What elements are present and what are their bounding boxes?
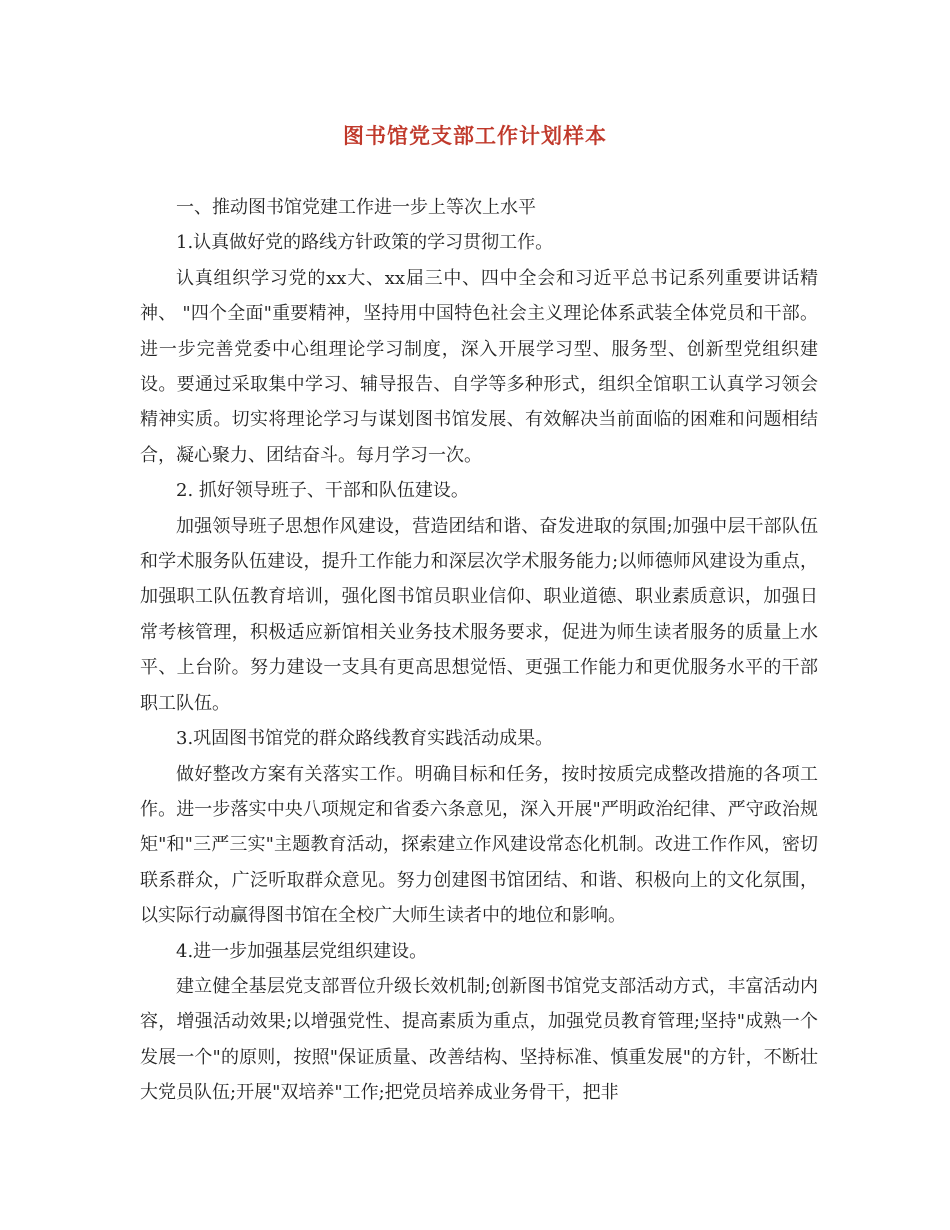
document-body xyxy=(140,190,818,1111)
body-paragraph: 建立健全基层党支部晋位升级长效机制;创新图书馆党支部活动方式，丰富活动内容，增强活动效果;以增强党性、提高素质为重点，加强党员教育管理;坚持"成熟一个发展一个"的原则，按照"保证质量、改善结构、坚持标准、慎重发展"的方针，不断壮大党员队伍;开展"双培养"工作;把党员培养成业务骨干，把非 xyxy=(140,975,818,1104)
subsection-heading: 4.进一步加强基层党组织建设。 xyxy=(176,940,428,962)
body-paragraph: 做好整改方案有关落实工作。明确目标和任务，按时按质完成整改措施的各项工作。进一步落实中央八项规定和省委六条意见，深入开展"严明政治纪律、严守政治规矩"和"三严三实"主题教育活动，探索建立作风建设常态化机制。改进工作作风，密切联系群众，广泛听取群众意见。努力创建图书馆团结、和谐、积极向上的文化氛围，以实际行动赢得图书馆在全校广大师生读者中的地位和影响。 xyxy=(140,763,818,927)
section-heading: 一、推动图书馆党建工作进一步上等次上水平 xyxy=(176,197,536,218)
subsection-heading: 3.巩固图书馆党的群众路线教育实践活动成果。 xyxy=(176,728,554,750)
body-paragraph: 认真组织学习党的xx大、xx届三中、四中全会和习近平总书记系列重要讲话精神、 "四个全面"重要精神，坚持用中国特色社会主义理论体系武装全体党员和干部。进一步完善党委中心组理论学习制度，深入开展学习型、服务型、创新型党组织建设。要通过采取集中学习、辅导报告、自学等多种形式，组织全馆职工认真学习领会精神实质。切实将理论学习与谋划图书馆发展、有效解决当前面临的困难和问题相结合，凝心聚力、团结奋斗。每月学习一次。 xyxy=(140,267,818,466)
document-title: 图书馆党支部工作计划样本 xyxy=(343,123,607,148)
subsection-heading: 2. 抓好领导班子、干部和队伍建设。 xyxy=(176,480,469,502)
body-paragraph: 加强领导班子思想作风建设，营造团结和谐、奋发进取的氛围;加强中层干部队伍和学术服务队伍建设，提升工作能力和深层次学术服务能力;以师德师风建设为重点，加强职工队伍教育培训，强化图书馆员职业信仰、职业道德、职业素质意识，加强日常考核管理，积极适应新馆相关业务技术服务要求，促进为师生读者服务的质量上水平、上台阶。努力建设一支具有更高思想觉悟、更强工作能力和更优服务水平的干部职工队伍。 xyxy=(140,515,818,714)
subsection-heading: 1.认真做好党的路线方针政策的学习贯彻工作。 xyxy=(176,232,554,254)
